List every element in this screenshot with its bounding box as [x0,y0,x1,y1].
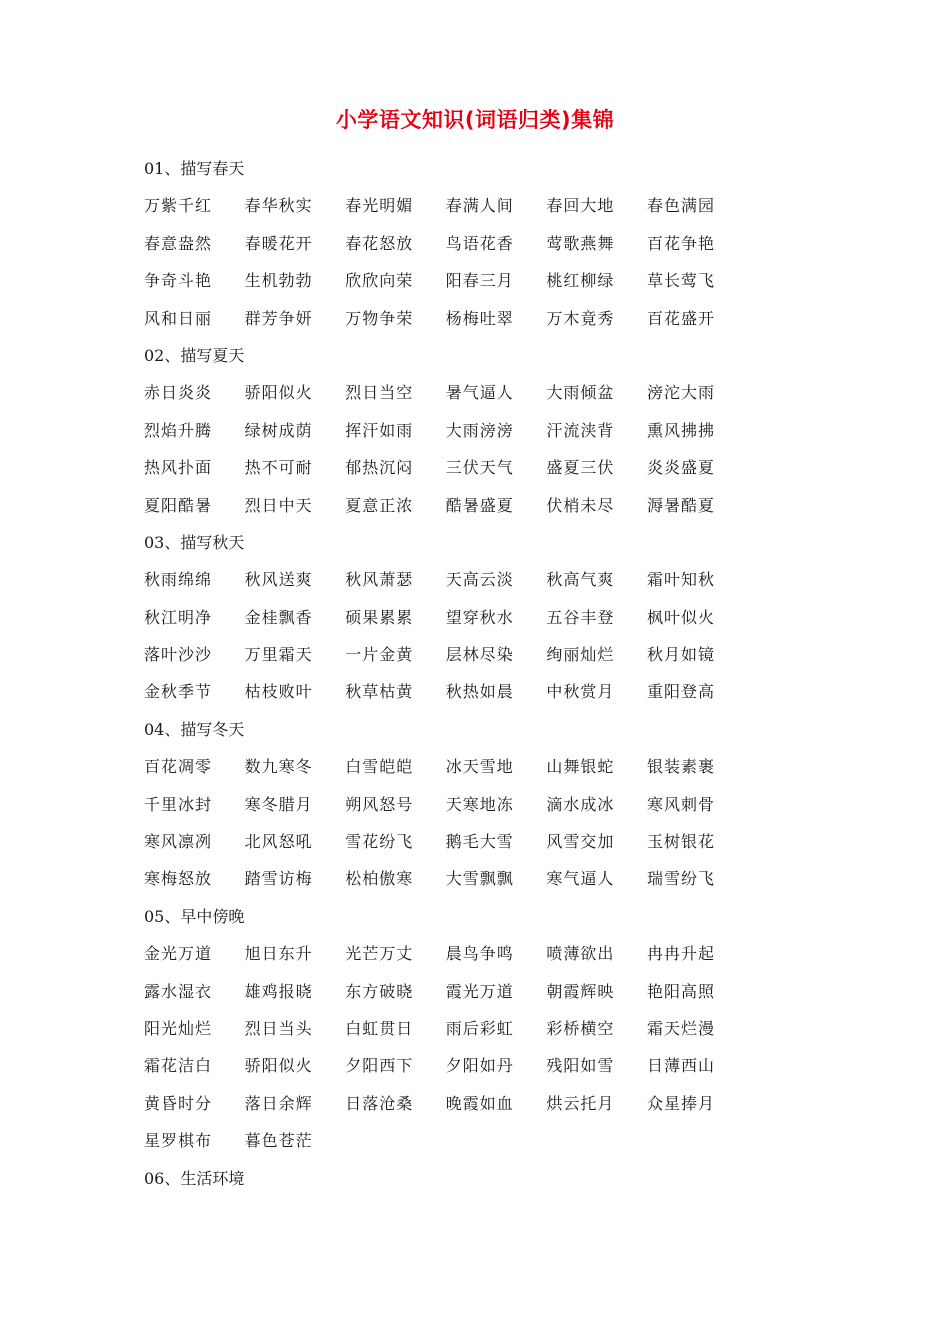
word-item: 雪花纷飞 [345,832,414,852]
word-item: 热风扑面 [144,458,213,478]
word-item: 露水湿衣 [144,981,213,1001]
word-item: 寒冬腊月 [244,794,313,814]
word-item: 草长莺飞 [646,271,715,291]
word-item: 日薄西山 [646,1056,715,1076]
word-list [144,150,864,1197]
word-item: 望穿秋水 [445,607,514,627]
word-item: 踏雪访梅 [244,869,313,889]
word-item: 百花盛开 [646,308,715,328]
section-heading: 02、描写夏天 [144,345,245,365]
word-item: 百花凋零 [144,757,213,777]
word-item: 朔风怒号 [345,794,414,814]
word-item: 山舞银蛇 [546,757,615,777]
word-item: 天寒地冻 [445,794,514,814]
word-item: 郁热沉闷 [345,458,414,478]
word-item: 晨鸟争鸣 [445,944,514,964]
word-item: 大雨倾盆 [546,383,615,403]
word-item: 欣欣向荣 [345,271,414,291]
word-item: 烈日当空 [345,383,414,403]
word-item: 硕果累累 [345,607,414,627]
word-item: 秋高气爽 [546,570,615,590]
word-grid [144,935,864,1159]
word-item: 绿树成荫 [244,420,313,440]
word-item: 溽暑酷夏 [646,495,715,515]
word-item: 大雨滂滂 [445,420,514,440]
word-item: 一片金黄 [345,645,414,665]
word-item: 风和日丽 [144,308,213,328]
word-item: 莺歌燕舞 [546,233,615,253]
word-item: 霞光万道 [445,981,514,1001]
word-item: 落日余辉 [244,1093,313,1113]
word-item: 白虹贯日 [345,1018,414,1038]
word-item: 春暖花开 [244,233,313,253]
word-item: 阳光灿烂 [144,1018,213,1038]
word-item: 争奇斗艳 [144,271,213,291]
word-item: 熏风拂拂 [646,420,715,440]
word-item: 夕阳西下 [345,1056,414,1076]
word-item: 万物争荣 [345,308,414,328]
word-item: 银装素裹 [646,757,715,777]
word-item: 白雪皑皑 [345,757,414,777]
word-grid [144,374,864,524]
section-heading: 03、描写秋天 [144,532,245,552]
word-item: 秋江明净 [144,607,213,627]
word-item: 霜叶知秋 [646,570,715,590]
word-item: 鸟语花香 [445,233,514,253]
word-item: 朝霞辉映 [546,981,615,1001]
word-item: 天高云淡 [445,570,514,590]
word-item: 春色满园 [646,196,715,216]
word-item: 鹅毛大雪 [445,832,514,852]
word-item: 金光万道 [144,944,213,964]
word-item: 寒气逼人 [546,869,615,889]
word-item: 烈日中天 [244,495,313,515]
word-item: 春花怒放 [345,233,414,253]
word-item: 滂沱大雨 [646,383,715,403]
word-item: 群芳争妍 [244,308,313,328]
word-item: 数九寒冬 [244,757,313,777]
word-item: 霜花洁白 [144,1056,213,1076]
word-item: 中秋赏月 [546,682,615,702]
word-item: 寒梅怒放 [144,869,213,889]
word-item: 万紫千红 [144,196,213,216]
word-item: 春满人间 [445,196,514,216]
word-item: 金秋季节 [144,682,213,702]
word-item: 残阳如雪 [546,1056,615,1076]
word-item: 烈日当头 [244,1018,313,1038]
word-item: 松柏傲寒 [345,869,414,889]
word-item: 酷暑盛夏 [445,495,514,515]
word-grid [144,748,864,898]
word-item: 重阳登高 [646,682,715,702]
word-item: 金桂飘香 [244,607,313,627]
word-item: 绚丽灿烂 [546,645,615,665]
word-item: 炎炎盛夏 [646,458,715,478]
word-item: 烈焰升腾 [144,420,213,440]
word-item: 层林尽染 [445,645,514,665]
word-item: 热不可耐 [244,458,313,478]
word-item: 冉冉升起 [646,944,715,964]
word-item: 光芒万丈 [345,944,414,964]
page-title: 小学语文知识(词语归类)集锦 [335,108,615,132]
section-heading: 05、早中傍晚 [144,906,245,926]
word-item: 众星捧月 [646,1093,715,1113]
word-grid [144,187,864,337]
word-item: 滴水成冰 [546,794,615,814]
word-item: 夕阳如丹 [445,1056,514,1076]
word-item: 暮色苍茫 [244,1131,313,1151]
word-item: 暑气逼人 [445,383,514,403]
word-item: 三伏天气 [445,458,514,478]
word-item: 百花争艳 [646,233,715,253]
word-item: 赤日炎炎 [144,383,213,403]
word-item: 夏意正浓 [345,495,414,515]
word-item: 千里冰封 [144,794,213,814]
section-heading: 06、生活环境 [144,1168,245,1188]
word-item: 彩桥横空 [546,1018,615,1038]
word-item: 汗流浃背 [546,420,615,440]
word-item: 秋月如镜 [646,645,715,665]
word-item: 挥汗如雨 [345,420,414,440]
word-item: 秋雨绵绵 [144,570,213,590]
word-item: 阳春三月 [445,271,514,291]
word-item: 骄阳似火 [244,383,313,403]
word-item: 落叶沙沙 [144,645,213,665]
word-item: 枫叶似火 [646,607,715,627]
word-item: 风雪交加 [546,832,615,852]
word-item: 春光明媚 [345,196,414,216]
word-item: 万里霜天 [244,645,313,665]
word-item: 喷薄欲出 [546,944,615,964]
word-item: 秋风萧瑟 [345,570,414,590]
word-item: 春华秋实 [244,196,313,216]
word-item: 夏阳酷暑 [144,495,213,515]
word-item: 春意盎然 [144,233,213,253]
word-item: 骄阳似火 [244,1056,313,1076]
word-item: 寒风刺骨 [646,794,715,814]
word-item: 晚霞如血 [445,1093,514,1113]
word-item: 黄昏时分 [144,1093,213,1113]
word-item: 万木竟秀 [546,308,615,328]
word-item: 五谷丰登 [546,607,615,627]
word-item: 桃红柳绿 [546,271,615,291]
word-item: 北风怒吼 [244,832,313,852]
word-item: 伏梢未尽 [546,495,615,515]
word-item: 枯枝败叶 [244,682,313,702]
section-heading: 01、描写春天 [144,159,245,178]
word-item: 雨后彩虹 [445,1018,514,1038]
word-grid [144,561,864,711]
word-item: 旭日东升 [244,944,313,964]
word-item: 秋风送爽 [244,570,313,590]
word-item: 雄鸡报晓 [244,981,313,1001]
word-item: 春回大地 [546,196,615,216]
word-item: 烘云托月 [546,1093,615,1113]
word-item: 星罗棋布 [144,1131,213,1151]
word-item: 秋热如晨 [445,682,514,702]
section-heading: 04、描写冬天 [144,719,245,739]
word-item: 生机勃勃 [244,271,313,291]
word-item: 杨梅吐翠 [445,308,514,328]
word-item: 东方破晓 [345,981,414,1001]
word-item: 瑞雪纷飞 [646,869,715,889]
word-item: 盛夏三伏 [546,458,615,478]
word-item: 寒风凛冽 [144,832,213,852]
word-item: 霜天烂漫 [646,1018,715,1038]
word-item: 艳阳高照 [646,981,715,1001]
word-item: 冰天雪地 [445,757,514,777]
word-item: 大雪飘飘 [445,869,514,889]
word-item: 秋草枯黄 [345,682,414,702]
word-item: 玉树银花 [646,832,715,852]
word-item: 日落沧桑 [345,1093,414,1113]
